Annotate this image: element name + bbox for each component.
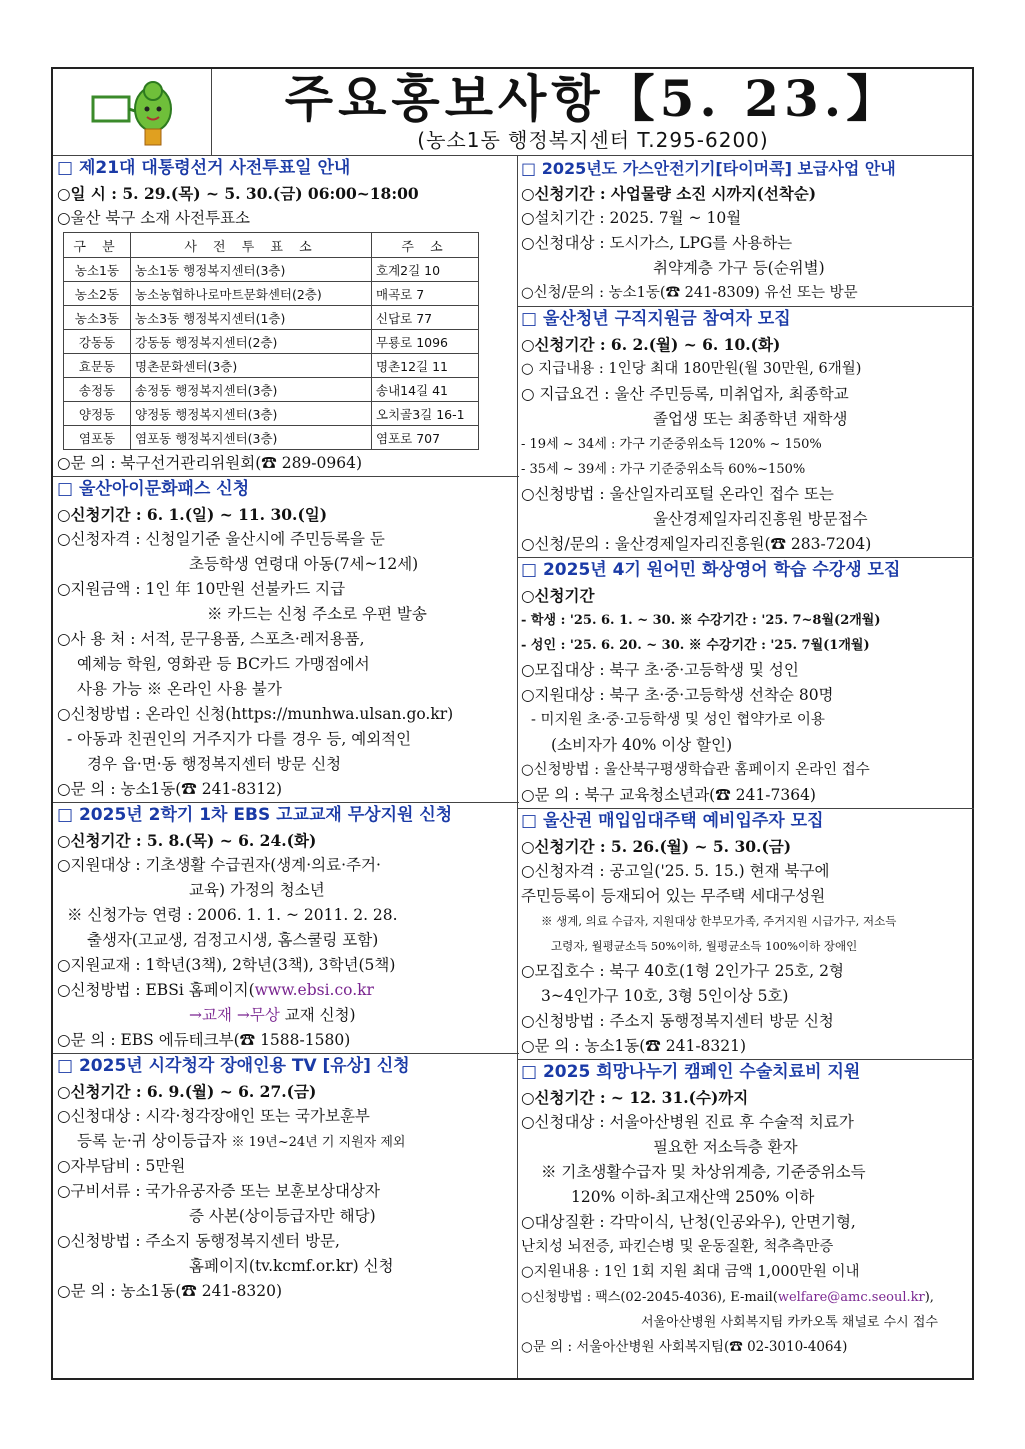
- notice-line: ○신청기간: [521, 586, 595, 605]
- table-cell: 양정동 행정복지센터(3층): [131, 402, 372, 426]
- notice-line: ※ 카드는 신청 주소로 우편 발송: [207, 605, 427, 623]
- notice-line: ○신청기간 : 사업물량 소진 시까지(선착순): [521, 184, 817, 203]
- section-title: □ 울산아이문화패스 신청: [57, 479, 250, 499]
- notice-text: ),: [924, 1290, 934, 1305]
- notice-line: 사용 가능 ※ 온라인 사용 불가: [77, 680, 282, 698]
- notice-line: ○신청대상 : 도시가스, LPG를 사용하는: [521, 234, 793, 252]
- section-title: □ 2025 희망나누기 캠페인 수술치료비 지원: [521, 1062, 861, 1082]
- table-cell: 농소3동: [64, 306, 131, 330]
- table-cell: 신답로 77: [372, 306, 479, 330]
- notice-line: - 학생 : '25. 6. 1. ~ 30. ※ 수강기간 : '25. 7~8월(2개월): [521, 613, 881, 628]
- notice-line: ○사 용 처 : 서적, 문구용품, 스포츠·레저용품,: [57, 630, 365, 648]
- notice-line: 서울아산병원 사회복지팀 카카오톡 채널로 수시 접수: [641, 1315, 938, 1330]
- mascot-logo: [53, 69, 212, 155]
- notice-line: ○자부담비 : 5만원: [57, 1157, 186, 1175]
- notice-text: ○신청방법 : EBSi 홈페이지(: [57, 981, 255, 999]
- notice-line: ※ 기초생활수급자 및 차상위계층, 기준중위소득: [541, 1163, 866, 1181]
- notice-line: - 아동과 친권인의 거주지가 다를 경우 등, 예외적인: [67, 730, 412, 748]
- notice-line: ○신청기간 : 5. 8.(목) ~ 6. 24.(화): [57, 831, 317, 850]
- notice-line: 증 사본(상이등급자만 해당): [189, 1207, 376, 1225]
- notice-line: [57, 978, 515, 1003]
- table-row: [64, 402, 479, 426]
- table-cell: 송정동 행정복지센터(3층): [131, 378, 372, 402]
- notice-line: ○문 의 : 농소1동(☎ 241-8321): [521, 1037, 747, 1055]
- notice-line: - 19세 ~ 34세 : 가구 기준중위소득 120% ~ 150%: [521, 437, 822, 452]
- notice-ebs-textbook: [57, 803, 515, 1053]
- notice-line: ○지원대상 : 기초생활 수급권자(생계·의료·주거·: [57, 856, 381, 874]
- notice-line: 취약계층 가구 등(순위별): [653, 259, 825, 277]
- notice-note: ※ 19년~24년 기 지원자 제외: [231, 1135, 406, 1150]
- notice-line: ○모집대상 : 북구 초·중·고등학생 및 성인: [521, 661, 799, 679]
- notice-line: 필요한 저소득층 환자: [653, 1138, 798, 1156]
- notice-line: 교육) 가정의 청소년: [189, 881, 325, 899]
- polling-station-table: [63, 232, 479, 450]
- section-title: □ 2025년 4기 원어민 화상영어 학습 수강생 모집: [521, 560, 901, 580]
- notice-line: ○구비서류 : 국가유공자증 또는 보훈보상대상자: [57, 1182, 380, 1200]
- notice-line: [57, 1003, 515, 1028]
- page-title: 주요홍보사항【5. 23.】: [284, 69, 902, 128]
- table-cell: 염포동 행정복지센터(3층): [131, 426, 372, 450]
- table-cell: 농소2동: [64, 282, 131, 306]
- notice-line: [57, 1129, 515, 1154]
- table-cell: 강동동 행정복지센터(2층): [131, 330, 372, 354]
- table-row: [64, 378, 479, 402]
- column-header: 구 분: [64, 233, 131, 258]
- table-cell: 명촌문화센터(3층): [131, 354, 372, 378]
- notice-line: 주민등록이 등재되어 있는 무주택 세대구성원: [521, 887, 826, 905]
- notice-line: ○신청기간 : 6. 2.(월) ~ 6. 10.(화): [521, 335, 781, 354]
- notice-line: ○신청방법 : 온라인 신청(https://munhwa.ulsan.go.kr): [57, 705, 454, 723]
- table-row: [64, 354, 479, 378]
- notice-line: ○대상질환 : 각막이식, 난청(인공와우), 안면기형,: [521, 1213, 856, 1231]
- notice-early-voting: [57, 156, 515, 476]
- notice-culture-pass: [57, 477, 515, 802]
- table-cell: 염포로 707: [372, 426, 479, 450]
- notice-line: ○신청기간 : 6. 9.(월) ~ 6. 27.(금): [57, 1082, 317, 1101]
- notice-line: ○ 지급내용 : 1인당 최대 180만원(월 30만원, 6개월): [521, 361, 862, 377]
- notice-line: ○설치기간 : 2025. 7월 ~ 10월: [521, 209, 742, 227]
- table-cell: 오치골3길 16-1: [372, 402, 479, 426]
- notice-text: 교재 신청): [279, 1006, 356, 1024]
- notice-line: ○문 의 : EBS 에듀테크부(☎ 1588-1580): [57, 1031, 351, 1049]
- notice-line: ○ 지급요건 : 울산 주민등록, 미취업자, 최종학교: [521, 385, 849, 403]
- table-cell: 강동동: [64, 330, 131, 354]
- notice-line: ○신청/문의 : 농소1동(☎ 241-8309) 유선 또는 방문: [521, 285, 858, 301]
- notice-line: ○신청대상 : 서울아산병원 진료 후 수술적 치료가: [521, 1113, 854, 1131]
- notice-rental-housing: [521, 809, 970, 1059]
- section-title: □ 2025년 2학기 1차 EBS 고교교재 무상지원 신청: [57, 805, 453, 825]
- notice-line: - 미지원 초·중·고등학생 및 성인 협약가로 이용: [531, 712, 825, 728]
- table-row: [64, 306, 479, 330]
- section-title: □ 2025년 시각청각 장애인용 TV [유상] 신청: [57, 1056, 410, 1076]
- table-cell: 농소농협하나로마트문화센터(2층): [131, 282, 372, 306]
- notice-frame: [51, 67, 974, 1380]
- table-cell: 무룡로 1096: [372, 330, 479, 354]
- notice-line: ○모집호수 : 북구 40호(1형 2인가구 25호, 2형: [521, 962, 844, 980]
- notice-line: ○지원교재 : 1학년(3책), 2학년(3책), 3학년(5책): [57, 956, 396, 974]
- notice-gas-timer: [521, 156, 970, 306]
- notice-line: ○신청대상 : 시각·청각장애인 또는 국가보훈부: [57, 1107, 370, 1125]
- notice-line: ○울산 북구 소재 사전투표소: [57, 209, 251, 227]
- table-row: [64, 282, 479, 306]
- column-header: 주 소: [372, 233, 479, 258]
- section-title: □ 울산권 매입임대주택 예비입주자 모집: [521, 811, 824, 831]
- notice-line: 예체능 학원, 영화관 등 BC카드 가맹점에서: [77, 655, 370, 673]
- table-cell: 명촌12길 11: [372, 354, 479, 378]
- notice-line: ○신청자격 : 공고일('25. 5. 15.) 현재 북구에: [521, 862, 830, 880]
- table-cell: 농소1동: [64, 258, 131, 282]
- notice-line: ○신청방법 : 울산일자리포털 온라인 접수 또는: [521, 485, 834, 503]
- section-title: □ 울산청년 구직지원금 참여자 모집: [521, 309, 791, 329]
- notice-line: 출생자(고교생, 검정고시생, 홈스쿨링 포함): [87, 931, 379, 949]
- notice-line: ※ 생계, 의료 수급자, 지원대상 한부모가족, 주거지원 시급가구, 저소득: [541, 914, 897, 928]
- notice-line: ○신청방법 : 울산북구평생학습관 홈페이지 온라인 접수: [521, 762, 870, 778]
- table-cell: 농소1동 행정복지센터(3층): [131, 258, 372, 282]
- notice-line: 난치성 뇌전증, 파킨슨병 및 운동질환, 척추측만증: [521, 1239, 834, 1255]
- notice-line: - 성인 : '25. 6. 20. ~ 30. ※ 수강기간 : '25. 7월(1개월): [521, 638, 870, 653]
- notice-line: ○신청방법 : 주소지 동행정복지센터 방문 신청: [521, 1012, 834, 1030]
- notice-line: ○신청/문의 : 울산경제일자리진흥원(☎ 283-7204): [521, 535, 872, 553]
- notice-line: [521, 1285, 970, 1310]
- notice-line: ○일 시 : 5. 29.(목) ~ 5. 30.(금) 06:00~18:00: [57, 184, 419, 203]
- table-header-row: [64, 233, 479, 258]
- notice-line: ○지원내용 : 1인 1회 지원 최대 금액 1,000만원 이내: [521, 1264, 860, 1280]
- notice-line: ○신청방법 : 주소지 동행정복지센터 방문,: [57, 1232, 340, 1250]
- table-cell: 양정동: [64, 402, 131, 426]
- table-row: [64, 330, 479, 354]
- section-title: □ 2025년도 가스안전기기[타이머콕] 보급사업 안내: [521, 159, 896, 178]
- notice-line: 3~4인가구 10호, 3형 5인이상 5호): [541, 987, 789, 1005]
- notice-line: 홈페이지(tv.kcmf.or.kr) 신청: [189, 1257, 394, 1275]
- table-row: [64, 426, 479, 450]
- notice-line: 고령자, 월평균소득 50%이하, 월평균소득 100%이하 장애인: [551, 939, 858, 953]
- column-header: 사 전 투 표 소: [131, 233, 372, 258]
- notice-line: 120% 이하-최고재산액 250% 이하: [571, 1188, 815, 1206]
- notice-line: ○문 의 : 농소1동(☎ 241-8320): [57, 1282, 283, 1300]
- notice-line: ○지원대상 : 북구 초·중·고등학생 선착순 80명: [521, 686, 834, 704]
- table-cell: 효문동: [64, 354, 131, 378]
- notice-line: ○문 의 : 북구선거관리위원회(☎ 289-0964): [57, 454, 363, 472]
- notice-line: ○신청기간 : ~ 12. 31.(수)까지: [521, 1088, 749, 1107]
- notice-surgery-support: [521, 1060, 970, 1360]
- notice-text: ○신청방법 : 팩스(02-2045-4036), E-mail(: [521, 1290, 778, 1305]
- notice-english-class: [521, 558, 970, 808]
- notice-line: ○문 의 : 북구 교육청소년과(☎ 241-7364): [521, 786, 816, 804]
- notice-line: ※ 신청가능 연령 : 2006. 1. 1. ~ 2011. 2. 28.: [67, 906, 398, 924]
- table-cell: 호계2길 10: [372, 258, 479, 282]
- table-cell: 송정동: [64, 378, 131, 402]
- notice-line: ○문 의 : 농소1동(☎ 241-8312): [57, 780, 283, 798]
- column-divider: [517, 155, 518, 1378]
- notice-text: 등록 눈·귀 상이등급자: [77, 1132, 232, 1150]
- ebsi-link[interactable]: www.ebsi.co.kr: [254, 981, 374, 999]
- notice-line: - 35세 ~ 39세 : 가구 기준중위소득 60%~150%: [521, 462, 806, 477]
- table-row: [64, 258, 479, 282]
- notice-line: ○신청기간 : 5. 26.(월) ~ 5. 30.(금): [521, 837, 792, 856]
- notice-line: 초등학생 연령대 아동(7세~12세): [189, 555, 419, 573]
- page-subtitle: (농소1동 행정복지센터 T.295-6200): [417, 128, 769, 152]
- notice-line: ○신청기간 : 6. 1.(일) ~ 11. 30.(일): [57, 505, 328, 524]
- notice-line: (소비자가 40% 이상 할인): [551, 736, 733, 754]
- notice-line: 졸업생 또는 최종학년 재학생: [653, 410, 848, 428]
- notice-line: ○문 의 : 서울아산병원 사회복지팀(☎ 02-3010-4064): [521, 1339, 848, 1355]
- notice-line: 경우 읍·면·동 행정복지센터 방문 신청: [87, 755, 342, 773]
- notice-disabled-tv: [57, 1054, 515, 1304]
- ebsi-menu-path: →교재 →무상: [189, 1006, 280, 1024]
- email-link[interactable]: welfare@amc.seoul.kr: [777, 1290, 925, 1305]
- notice-youth-job: [521, 307, 970, 557]
- notice-line: ○신청자격 : 신청일기준 울산시에 주민등록을 둔: [57, 530, 385, 548]
- left-column: [57, 156, 515, 1304]
- table-cell: 농소3동 행정복지센터(1층): [131, 306, 372, 330]
- table-cell: 염포동: [64, 426, 131, 450]
- right-column: [521, 156, 970, 1360]
- notice-line: 울산경제일자리진흥원 방문접수: [653, 510, 868, 528]
- table-cell: 매곡로 7: [372, 282, 479, 306]
- notice-line: ○지원금액 : 1인 年 10만원 선불카드 지급: [57, 580, 346, 598]
- table-cell: 송내14길 41: [372, 378, 479, 402]
- section-title: □ 제21대 대통령선거 사전투표일 안내: [57, 158, 351, 178]
